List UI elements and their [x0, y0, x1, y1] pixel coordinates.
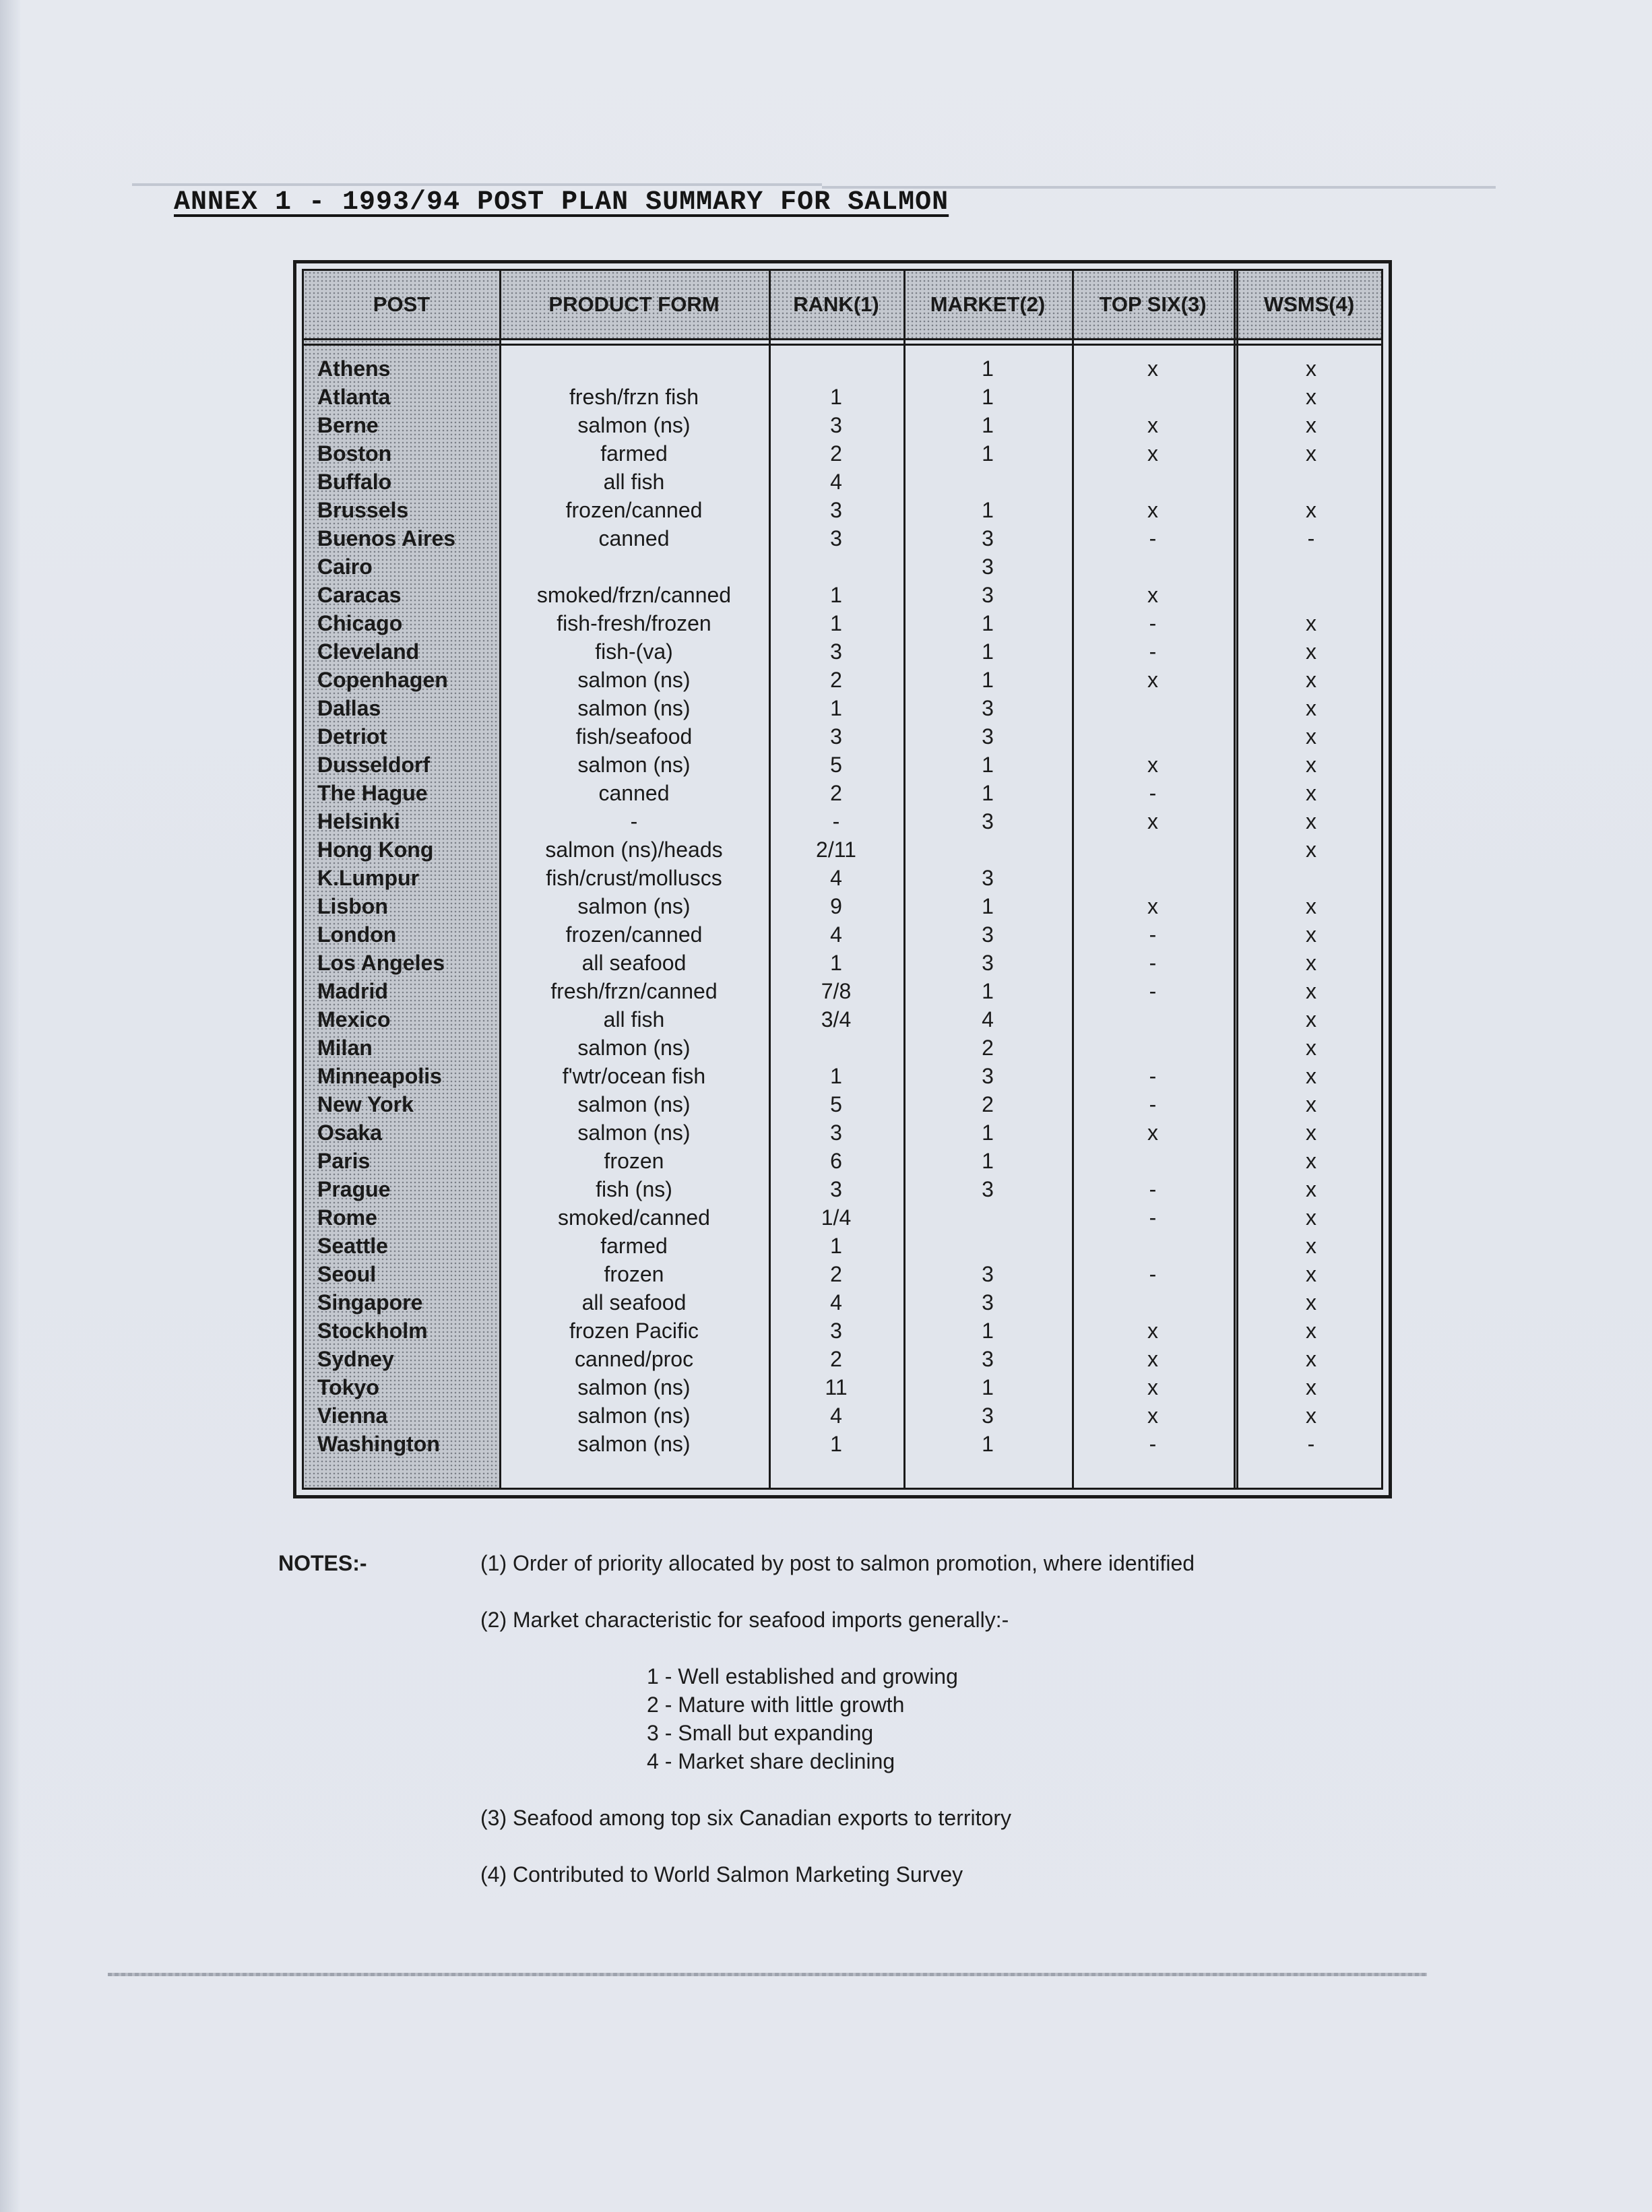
cell-wsms: x — [1306, 385, 1316, 409]
cell-wsms: x — [1306, 1205, 1316, 1230]
cell-market: 1 — [982, 1319, 994, 1343]
cell-product-form: frozen/canned — [565, 498, 703, 522]
cell-post: Seattle — [317, 1234, 388, 1258]
cell-top-six: x — [1147, 753, 1158, 777]
cell-rank: 5 — [830, 1092, 842, 1116]
cell-wsms: x — [1306, 1262, 1316, 1286]
cell-top-six: - — [1149, 922, 1157, 947]
cell-product-form: salmon (ns) — [577, 1375, 691, 1399]
cell-market — [903, 468, 1072, 496]
header-market: MARKET(2) — [930, 292, 1046, 316]
cell-wsms: x — [1306, 1290, 1316, 1315]
cell-wsms: x — [1306, 413, 1316, 437]
cell-post: Chicago — [317, 611, 403, 635]
cell-top-six: x — [1147, 583, 1158, 607]
cell-product-form: salmon (ns) — [577, 1432, 691, 1456]
cell-rank: 2 — [830, 441, 842, 466]
cell-market: 1 — [982, 356, 994, 381]
cell-rank: - — [832, 809, 840, 833]
cell-post: Lisbon — [317, 894, 388, 918]
cell-market: 3 — [982, 1290, 994, 1315]
table-row — [304, 892, 1381, 920]
cell-rank: 6 — [830, 1149, 842, 1173]
cell-top-six — [1072, 1034, 1234, 1062]
cell-market — [903, 1232, 1072, 1260]
cell-top-six: - — [1149, 951, 1157, 975]
table-row — [304, 354, 1381, 383]
cell-market — [903, 835, 1072, 864]
cell-rank: 3 — [830, 526, 842, 550]
cell-top-six: - — [1149, 526, 1157, 550]
table-row — [304, 609, 1381, 637]
table-row — [304, 949, 1381, 977]
cell-rank: 2/11 — [816, 838, 856, 862]
cell-top-six: x — [1147, 356, 1158, 381]
cell-post: Seoul — [317, 1262, 377, 1286]
note-2-item: 2 - Mature with little growth — [647, 1693, 905, 1717]
header-rule — [304, 338, 1381, 340]
cell-top-six — [1072, 552, 1234, 581]
cell-top-six — [1072, 722, 1234, 751]
table-row — [304, 1373, 1381, 1401]
header-post: POST — [373, 292, 431, 316]
note-3: (3) Seafood among top six Canadian exports to territory — [480, 1806, 1011, 1830]
table-row — [304, 864, 1381, 892]
table-row — [304, 1175, 1381, 1203]
bottom-rule — [108, 1973, 1427, 1976]
cell-top-six — [1072, 1288, 1234, 1317]
cell-product-form: salmon (ns) — [577, 413, 691, 437]
cell-market: 3 — [982, 951, 994, 975]
cell-product-form: fresh/frzn fish — [569, 385, 699, 409]
cell-wsms: x — [1306, 356, 1316, 381]
cell-wsms: - — [1307, 526, 1315, 550]
cell-top-six: x — [1147, 498, 1158, 522]
cell-wsms: x — [1306, 1007, 1316, 1032]
cell-top-six: - — [1149, 1177, 1157, 1201]
cell-wsms — [1240, 581, 1382, 609]
cell-market: 2 — [982, 1036, 994, 1060]
cell-wsms: x — [1306, 838, 1316, 862]
cell-wsms: x — [1306, 809, 1316, 833]
table-row — [304, 1345, 1381, 1373]
cell-post: Copenhagen — [317, 668, 448, 692]
table-row — [304, 524, 1381, 552]
cell-product-form: fish (ns) — [596, 1177, 672, 1201]
cell-post: Osaka — [317, 1120, 383, 1145]
cell-post: K.Lumpur — [317, 866, 420, 890]
page-title: ANNEX 1 - 1993/94 POST PLAN SUMMARY FOR SALMON — [174, 187, 949, 218]
table-row — [304, 807, 1381, 835]
cell-rank: 4 — [830, 470, 842, 494]
cell-wsms: x — [1306, 1234, 1316, 1258]
table-row — [304, 581, 1381, 609]
cell-rank: 4 — [830, 866, 842, 890]
cell-wsms: x — [1306, 1375, 1316, 1399]
cell-product-form: fish-fresh/frozen — [557, 611, 711, 635]
cell-post: Mexico — [317, 1007, 391, 1032]
cell-product-form: frozen Pacific — [569, 1319, 699, 1343]
cell-product-form: salmon (ns) — [577, 753, 691, 777]
cell-wsms: x — [1306, 979, 1316, 1003]
table-row — [304, 1430, 1381, 1458]
cell-wsms: x — [1306, 498, 1316, 522]
cell-market: 1 — [982, 781, 994, 805]
cell-product-form: farmed — [600, 441, 668, 466]
cell-top-six: x — [1147, 1120, 1158, 1145]
cell-rank: 3 — [830, 639, 842, 664]
cell-top-six: x — [1147, 668, 1158, 692]
cell-rank: 11 — [825, 1375, 848, 1399]
cell-rank: 1 — [830, 1234, 842, 1258]
cell-product-form: all fish — [603, 470, 665, 494]
cell-market: 3 — [982, 809, 994, 833]
cell-rank: 3 — [830, 498, 842, 522]
cell-top-six — [1072, 383, 1234, 411]
table-row — [304, 1401, 1381, 1430]
summary-table — [293, 260, 1392, 1498]
cell-top-six: x — [1147, 1375, 1158, 1399]
cell-post: Tokyo — [317, 1375, 379, 1399]
cell-post: Brussels — [317, 498, 409, 522]
cell-product-form: salmon (ns) — [577, 1403, 691, 1428]
cell-rank: 3 — [830, 724, 842, 749]
cell-rank: 3 — [830, 1120, 842, 1145]
cell-rank — [769, 552, 903, 581]
cell-market: 3 — [982, 526, 994, 550]
cell-post: Athens — [317, 356, 391, 381]
cell-product-form: salmon (ns)/heads — [545, 838, 723, 862]
cell-rank: 1/4 — [821, 1205, 852, 1230]
cell-top-six: x — [1147, 441, 1158, 466]
table-row — [304, 496, 1381, 524]
table-row — [304, 552, 1381, 581]
cell-market: 3 — [982, 922, 994, 947]
cell-market: 1 — [982, 1432, 994, 1456]
cell-wsms: x — [1306, 1177, 1316, 1201]
cell-product-form: frozen/canned — [565, 922, 703, 947]
cell-wsms: x — [1306, 1403, 1316, 1428]
note-2-item: 4 - Market share declining — [647, 1749, 895, 1773]
cell-rank: 1 — [830, 583, 842, 607]
cell-post: Detriot — [317, 724, 387, 749]
table-row — [304, 1062, 1381, 1090]
cell-top-six — [1072, 468, 1234, 496]
cell-top-six: x — [1147, 1403, 1158, 1428]
cell-product-form: fish/seafood — [575, 724, 693, 749]
table-row — [304, 1288, 1381, 1317]
cell-market: 1 — [982, 639, 994, 664]
cell-rank: 1 — [830, 385, 842, 409]
table-row — [304, 411, 1381, 439]
cell-post: Stockholm — [317, 1319, 428, 1343]
table-row — [304, 694, 1381, 722]
cell-market: 1 — [982, 668, 994, 692]
cell-top-six — [1072, 694, 1234, 722]
cell-post: Cleveland — [317, 639, 420, 664]
cell-top-six: - — [1149, 639, 1157, 664]
cell-wsms: x — [1306, 781, 1316, 805]
page-edge-shadow — [0, 0, 20, 2212]
cell-wsms: x — [1306, 724, 1316, 749]
cell-wsms — [1240, 552, 1382, 581]
cell-rank: 3 — [830, 1319, 842, 1343]
cell-rank: 1 — [830, 1064, 842, 1088]
cell-post: Paris — [317, 1149, 371, 1173]
cell-market: 3 — [982, 1177, 994, 1201]
cell-product-form: fresh/frzn/canned — [550, 979, 718, 1003]
cell-market: 1 — [982, 611, 994, 635]
cell-top-six: - — [1149, 1205, 1157, 1230]
cell-top-six — [1072, 864, 1234, 892]
bleed-through-rule — [132, 183, 822, 186]
cell-market: 3 — [982, 1347, 994, 1371]
cell-post: New York — [317, 1092, 414, 1116]
table-row — [304, 977, 1381, 1005]
table-row — [304, 1034, 1381, 1062]
cell-wsms: x — [1306, 639, 1316, 664]
cell-product-form: canned/proc — [574, 1347, 694, 1371]
cell-market: 3 — [982, 696, 994, 720]
cell-rank: 1 — [830, 696, 842, 720]
note-2-item: 3 - Small but expanding — [647, 1721, 874, 1745]
cell-wsms: x — [1306, 1036, 1316, 1060]
cell-wsms: x — [1306, 696, 1316, 720]
cell-top-six: - — [1149, 1092, 1157, 1116]
cell-top-six: x — [1147, 413, 1158, 437]
table-row — [304, 920, 1381, 949]
cell-market: 1 — [982, 385, 994, 409]
cell-rank: 4 — [830, 1403, 842, 1428]
cell-top-six — [1072, 1232, 1234, 1260]
cell-market: 3 — [982, 866, 994, 890]
cell-wsms: x — [1306, 1149, 1316, 1173]
cell-rank: 5 — [830, 753, 842, 777]
cell-wsms: x — [1306, 753, 1316, 777]
cell-market — [903, 1203, 1072, 1232]
cell-wsms: x — [1306, 611, 1316, 635]
cell-wsms: x — [1306, 1319, 1316, 1343]
cell-wsms: x — [1306, 1064, 1316, 1088]
header-top-six: TOP SIX(3) — [1099, 292, 1207, 316]
cell-market: 3 — [982, 1403, 994, 1428]
note-1: (1) Order of priority allocated by post to salmon promotion, where identified — [480, 1551, 1195, 1575]
table-row — [304, 468, 1381, 496]
cell-top-six: - — [1149, 1064, 1157, 1088]
cell-rank: 1 — [830, 611, 842, 635]
cell-product-form: canned — [598, 781, 670, 805]
notes-label: NOTES:- — [278, 1551, 367, 1575]
cell-rank — [769, 354, 903, 383]
cell-product-form: salmon (ns) — [577, 1036, 691, 1060]
cell-product-form: - — [630, 809, 638, 833]
cell-post: Buffalo — [317, 470, 392, 494]
table-row — [304, 383, 1381, 411]
cell-post: Dusseldorf — [317, 753, 431, 777]
cell-product-form: frozen — [604, 1262, 664, 1286]
cell-post: Boston — [317, 441, 392, 466]
cell-market: 3 — [982, 583, 994, 607]
cell-top-six: x — [1147, 1319, 1158, 1343]
table-row — [304, 779, 1381, 807]
table-row — [304, 1090, 1381, 1118]
cell-wsms: x — [1306, 1120, 1316, 1145]
cell-post: Los Angeles — [317, 951, 445, 975]
note-4: (4) Contributed to World Salmon Marketing Survey — [480, 1862, 963, 1887]
table-row — [304, 835, 1381, 864]
cell-post: Vienna — [317, 1403, 388, 1428]
cell-product-form: frozen — [604, 1149, 664, 1173]
cell-market: 4 — [982, 1007, 994, 1032]
cell-post: Atlanta — [317, 385, 391, 409]
table-row — [304, 1317, 1381, 1345]
cell-post: Helsinki — [317, 809, 400, 833]
cell-top-six: x — [1147, 809, 1158, 833]
cell-post: Washington — [317, 1432, 440, 1456]
cell-product-form: farmed — [600, 1234, 668, 1258]
cell-wsms: x — [1306, 951, 1316, 975]
table-row — [304, 751, 1381, 779]
table-row — [304, 1118, 1381, 1147]
cell-wsms — [1240, 468, 1382, 496]
cell-top-six: x — [1147, 1347, 1158, 1371]
cell-product-form: all seafood — [581, 951, 687, 975]
cell-rank: 1 — [830, 1432, 842, 1456]
cell-product-form: salmon (ns) — [577, 1092, 691, 1116]
cell-top-six — [1072, 1147, 1234, 1175]
cell-post: Singapore — [317, 1290, 423, 1315]
cell-rank: 1 — [830, 951, 842, 975]
cell-wsms — [1240, 864, 1382, 892]
table-row — [304, 1147, 1381, 1175]
cell-wsms: - — [1307, 1432, 1315, 1456]
table-row — [304, 1203, 1381, 1232]
cell-wsms: x — [1306, 894, 1316, 918]
cell-product-form: salmon (ns) — [577, 696, 691, 720]
cell-post: Sydney — [317, 1347, 394, 1371]
cell-rank: 3 — [830, 1177, 842, 1201]
cell-top-six: - — [1149, 979, 1157, 1003]
header-product-form: PRODUCT FORM — [548, 292, 720, 316]
cell-market: 1 — [982, 1149, 994, 1173]
cell-rank: 7/8 — [821, 979, 852, 1003]
note-2: (2) Market characteristic for seafood imports generally:- — [480, 1608, 1009, 1632]
cell-product-form: smoked/canned — [558, 1205, 710, 1230]
cell-product-form: fish/crust/molluscs — [546, 866, 722, 890]
cell-rank — [769, 1034, 903, 1062]
cell-post: Hong Kong — [317, 838, 434, 862]
table-row — [304, 637, 1381, 666]
cell-post: Rome — [317, 1205, 377, 1230]
cell-rank: 4 — [830, 922, 842, 947]
cell-market: 1 — [982, 498, 994, 522]
cell-rank: 3 — [830, 413, 842, 437]
cell-post: Minneapolis — [317, 1064, 442, 1088]
table-row — [304, 439, 1381, 468]
cell-wsms: x — [1306, 1347, 1316, 1371]
cell-post: Caracas — [317, 583, 402, 607]
cell-post: Madrid — [317, 979, 388, 1003]
table-row — [304, 666, 1381, 694]
cell-wsms: x — [1306, 441, 1316, 466]
cell-top-six — [1072, 1005, 1234, 1034]
cell-top-six: - — [1149, 781, 1157, 805]
cell-post: Prague — [317, 1177, 391, 1201]
cell-post: Milan — [317, 1036, 373, 1060]
header-wsms: WSMS(4) — [1263, 292, 1355, 316]
cell-product-form: smoked/frzn/canned — [536, 583, 732, 607]
cell-market: 1 — [982, 441, 994, 466]
cell-market: 2 — [982, 1092, 994, 1116]
cell-product-form: salmon (ns) — [577, 894, 691, 918]
header-rule-double — [304, 344, 1381, 346]
cell-post: London — [317, 922, 397, 947]
cell-product-form: all fish — [603, 1007, 665, 1032]
cell-top-six: x — [1147, 894, 1158, 918]
cell-post: Cairo — [317, 555, 373, 579]
cell-rank: 3/4 — [821, 1007, 852, 1032]
cell-product-form: fish-(va) — [595, 639, 673, 664]
cell-market: 3 — [982, 1064, 994, 1088]
cell-wsms: x — [1306, 922, 1316, 947]
cell-market: 1 — [982, 1120, 994, 1145]
cell-rank: 2 — [830, 1347, 842, 1371]
table-row — [304, 1232, 1381, 1260]
cell-product-form: canned — [598, 526, 670, 550]
header-rank: RANK(1) — [793, 292, 879, 316]
cell-post: Dallas — [317, 696, 381, 720]
cell-product-form: salmon (ns) — [577, 668, 691, 692]
cell-wsms: x — [1306, 668, 1316, 692]
cell-market: 3 — [982, 1262, 994, 1286]
cell-rank: 2 — [830, 668, 842, 692]
cell-post: Buenos Aires — [317, 526, 456, 550]
cell-top-six: - — [1149, 1262, 1157, 1286]
cell-market: 1 — [982, 413, 994, 437]
table-row — [304, 722, 1381, 751]
table-row — [304, 1260, 1381, 1288]
cell-market: 1 — [982, 894, 994, 918]
cell-post: The Hague — [317, 781, 428, 805]
cell-product-form: all seafood — [581, 1290, 687, 1315]
cell-product-form: f'wtr/ocean fish — [562, 1064, 706, 1088]
cell-wsms: x — [1306, 1092, 1316, 1116]
cell-rank: 4 — [830, 1290, 842, 1315]
cell-product-form — [499, 552, 769, 581]
cell-market: 1 — [982, 1375, 994, 1399]
cell-top-six: - — [1149, 611, 1157, 635]
cell-product-form: salmon (ns) — [577, 1120, 691, 1145]
cell-product-form — [499, 354, 769, 383]
note-2-item: 1 - Well established and growing — [647, 1664, 958, 1688]
cell-post: Berne — [317, 413, 379, 437]
cell-rank: 2 — [830, 1262, 842, 1286]
cell-top-six — [1072, 835, 1234, 864]
cell-market: 1 — [982, 753, 994, 777]
cell-rank: 2 — [830, 781, 842, 805]
cell-market: 3 — [982, 555, 994, 579]
table-row — [304, 1005, 1381, 1034]
cell-rank: 9 — [830, 894, 842, 918]
table-inner-frame — [302, 269, 1383, 1490]
cell-market: 1 — [982, 979, 994, 1003]
cell-top-six: - — [1149, 1432, 1157, 1456]
cell-market: 3 — [982, 724, 994, 749]
